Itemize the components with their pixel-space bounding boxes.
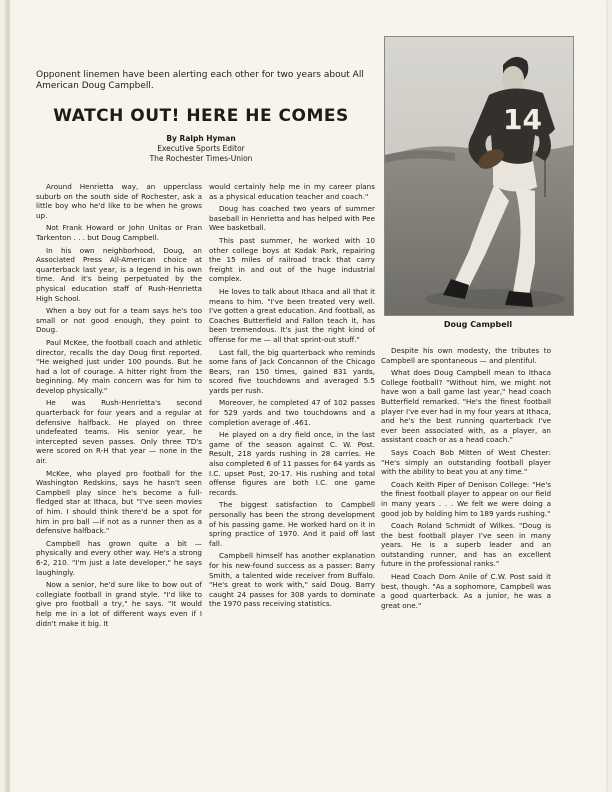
paragraph: Campbell himself has another explanation for his new-found success as a passer: Barry Smith, a talented wide receiver from Buffalo. "He's great to work with," said Doug. Barry caught 24 passes for 308 yards to dominate the 1970 pass receiving statistics. <box>209 551 375 609</box>
paragraph: This past summer, he worked with 10 other college boys at Kodak Park, repairing the 15 miles of railroad track that carry freight in and out of the huge industrial complex. <box>209 235 375 284</box>
photo-caption: Doug Campbell <box>443 320 513 329</box>
page-binding-edge <box>6 0 10 792</box>
paragraph: What does Doug Campbell mean to Ithaca College football? "Without him, we might not have won a ball game last year," head coach Butterfield remarked. "He's the finest football player I've ever had in my four years at Ithaca, and he's the best running quarterback I've ever been associated with, as a player, an assistant coach or as a head coach." <box>381 368 551 445</box>
paragraph: Paul McKee, the football coach and athletic director, recalls the day Doug first reported. "He weighed just under 100 pounds. But he had a lot of courage. A hitter right from the beginning. My main concern was for him to develop physically." <box>36 337 202 395</box>
byline-paper: The Rochester Times-Union <box>149 154 253 163</box>
article-column-3 <box>381 346 551 613</box>
byline-author: By Ralph Hyman <box>166 134 236 143</box>
paragraph: He was Rush-Henrietta's second quarterback for four years and a regular at defensive halfback. He played on three undefeated teams. His senior year, he intercepted seven passes. Only three TD's were scored on R-H that year — none in the air. <box>36 398 202 466</box>
paragraph: In his own neighborhood, Doug, an Associated Press All-American choice at quarterback last year, is a legend in his own time. And it's being perpetuated by the physical education staff of Rush-Henrietta High School. <box>36 245 202 303</box>
paragraph: Campbell has grown quite a bit —physically and every other way. He's a strong 6-2, 210. "I'm just a late developer," he says laughingly. <box>36 538 202 577</box>
paragraph: Says Coach Bob Mitten of West Chester: "He's simply an outstanding football player with the ability to beat you at any time." <box>381 447 551 477</box>
intro-text: Opponent linemen have been alerting each other for two years about All American Doug Campbell. <box>36 70 364 91</box>
player-photo <box>384 36 574 316</box>
paragraph: Coach Roland Schmidt of Wilkes. "Doug is the best football player I've seen in many years. He is a superb leader and an outstanding runner, and has an excellent future in the professional ranks." <box>381 521 551 569</box>
paragraph: Around Henrietta way, an upperclass suburb on the south side of Rochester, ask a little boy who he'd like to be when he grows up. <box>36 182 202 220</box>
paragraph: Not Frank Howard or John Unitas or Fran Tarkenton . . . but Doug Campbell. <box>36 223 202 242</box>
article-headline: WATCH OUT! HERE HE COMES <box>53 106 349 126</box>
article-column-2 <box>209 182 375 612</box>
paragraph: He played on a dry field once, in the last game of the season against C. W. Post. Result, 218 yards rushing in 28 carries. He also completed 6 of 11 passes for 64 yards as I.C. upset Post, 20-17. His rushing and total offense figures are both I.C. one game records. <box>209 430 375 497</box>
byline-title: Executive Sports Editor <box>157 144 245 153</box>
magazine-page <box>6 0 606 792</box>
paragraph: McKee, who played pro football for the Washington Redskins, says he hasn't seen Campbell play since he's become a full-fledged star at Ithaca, but "I've seen movies of him. I should think there'd be a spot for him in pro ball —if not as a runner then as a defensive halfback." <box>36 468 202 536</box>
jersey-number: 14 <box>503 103 542 136</box>
paragraph: Doug has coached two years of summer baseball in Henrietta and has helped with Pee Wee basketball. <box>209 204 375 233</box>
article-column-1 <box>36 182 202 631</box>
paragraph: When a boy out for a team says he's too small or not good enough, they point to Doug. <box>36 306 202 335</box>
byline <box>36 134 366 164</box>
paragraph: Moreover, he completed 47 of 102 passes for 529 yards and two touchdowns and a completion average of .461. <box>209 398 375 427</box>
paragraph: Now a senior, he'd sure like to bow out of collegiate football in grand style. "I'd like to give pro football a try," he says. "It would help me in a lot of different ways even if I didn't make it big. It <box>36 580 202 628</box>
paragraph: Coach Keith Piper of Denison College: "He's the finest football player to appear on our field in many years . . . We felt we were doing a good job by holding him to 189 yards rushing." <box>381 479 551 518</box>
paragraph: He loves to talk about Ithaca and all that it means to him. "I've been treated very well. I've gotten a great education. And football, as Coaches Butterfield and Fallon teach it, has been tremendous. It's just the right kind of offense for me — all that sprint-out stuff." <box>209 286 375 344</box>
paragraph: The biggest satisfaction to Campbell personally has been the strong development of his passing game. He worked hard on it in spring practice of 1970. And it paid off last fall. <box>209 500 375 548</box>
paragraph: would certainly help me in my career plans as a physical education teacher and coach." <box>209 182 375 201</box>
paragraph: Despite his own modesty, the tributes to Campbell are spontaneous — and plentiful. <box>381 346 551 365</box>
paragraph: Head Coach Dom Anile of C.W. Post said it best, though. "As a sophomore, Campbell was a good quarterback. As a junior, he was a great one." <box>381 572 551 610</box>
paragraph: Last fall, the big quarterback who reminds some fans of Jack Concannon of the Chicago Bears, ran 150 times, gained 831 yards, scored five touchdowns and averaged 5.5 yards per rush. <box>209 347 375 395</box>
